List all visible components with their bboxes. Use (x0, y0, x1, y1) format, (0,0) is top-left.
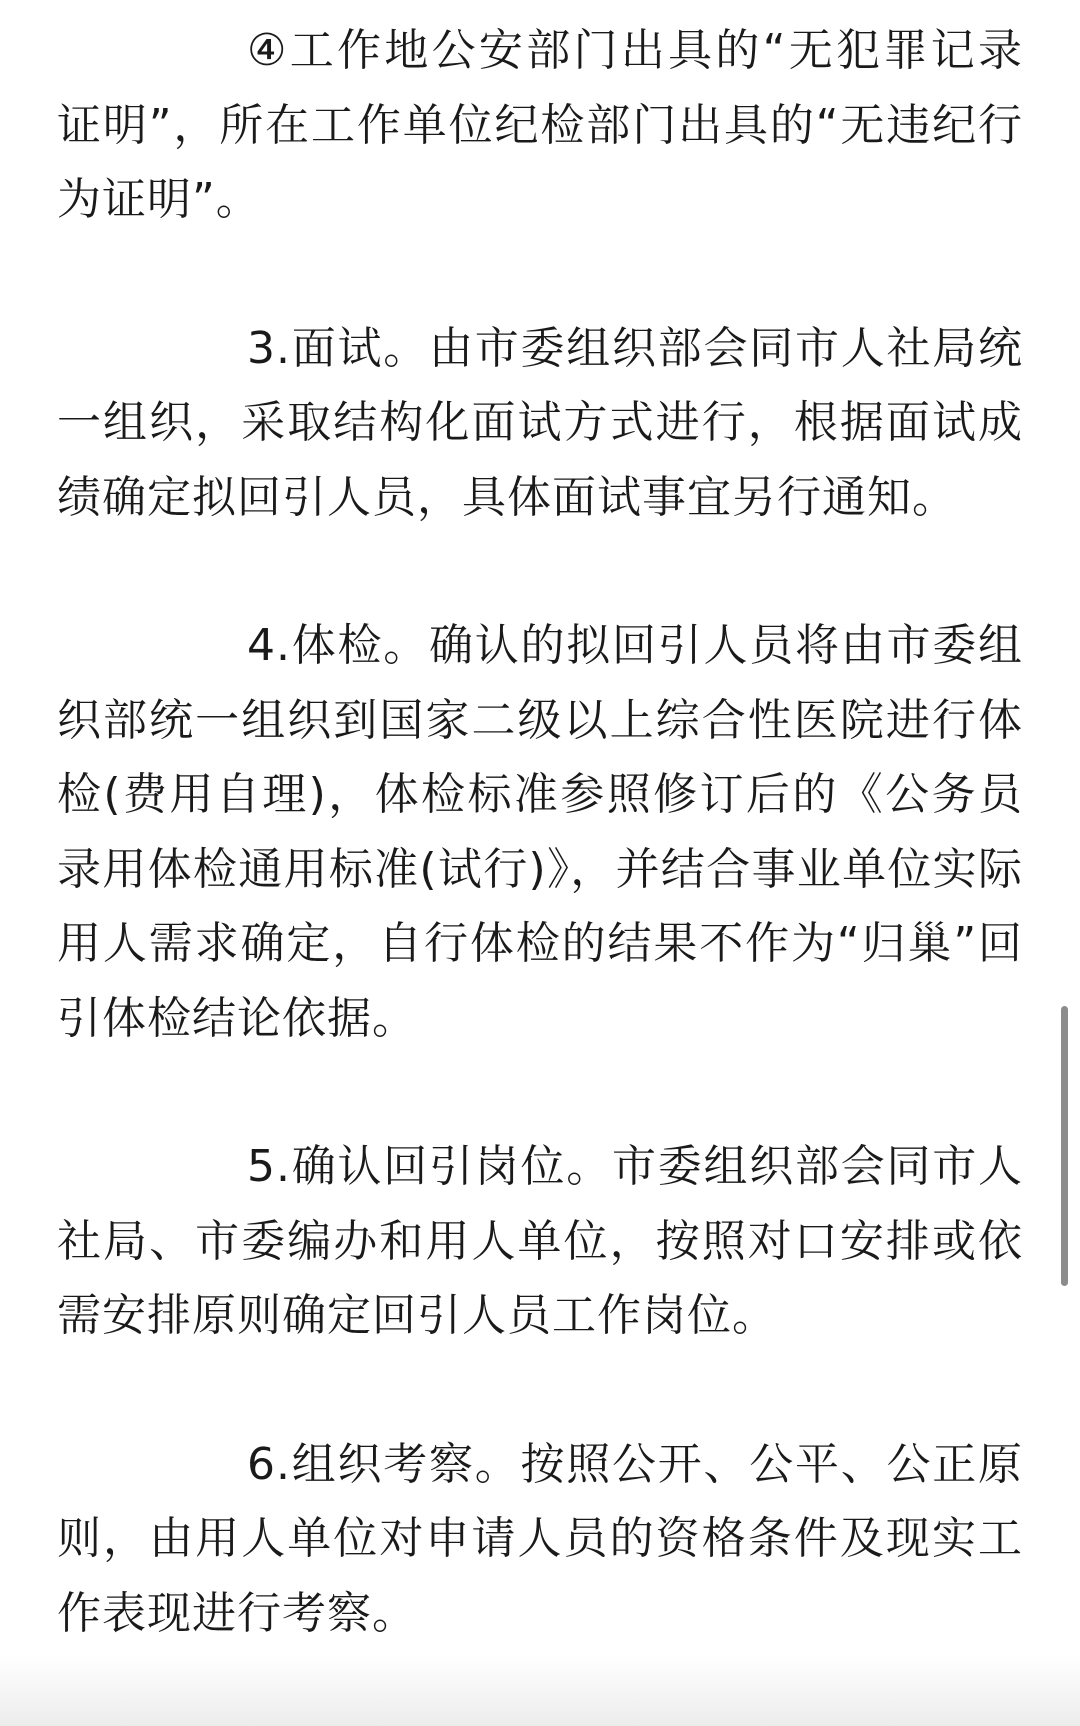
scrollbar[interactable] (1050, 0, 1080, 1726)
paragraph-gap (57, 535, 1023, 609)
article-body (57, 14, 1023, 1651)
paragraph-confirm-position: 5.确认回引岗位。市委组织部会同市人社局、市委编办和用人单位，按照对口安排或依需安排原则确定回引人员工作岗位。 (57, 1141, 1023, 1341)
bottom-fade-overlay (0, 1656, 1080, 1726)
paragraph-gap (57, 1354, 1023, 1428)
paragraph-proof-documents: ④工作地公安部门出具的“无犯罪记录证明”，所在工作单位纪检部门出具的“无违纪行为证明”。 (57, 25, 1023, 225)
scrollbar-thumb[interactable] (1061, 1006, 1068, 1286)
paragraph-gap (57, 238, 1023, 312)
paragraph-gap (57, 1056, 1023, 1130)
paragraph-inspection: 6.组织考察。按照公开、公平、公正原则，由用人单位对申请人员的资格条件及现实工作表现进行考察。 (57, 1438, 1023, 1639)
paragraph-interview: 3.面试。由市委组织部会同市人社局统一组织，采取结构化面试方式进行，根据面试成绩确定拟回引人员，具体面试事宜另行通知。 (57, 322, 1023, 523)
paragraph-medical-exam: 4.体检。确认的拟回引人员将由市委组织部统一组织到国家二级以上综合性医院进行体检(费用自理)，体检标准参照修订后的《公务员录用体检通用标准(试行)》，并结合事业单位实际用人需求确定，自行体检的结果不作为“归巢”回引体检结论依据。 (57, 620, 1023, 1044)
